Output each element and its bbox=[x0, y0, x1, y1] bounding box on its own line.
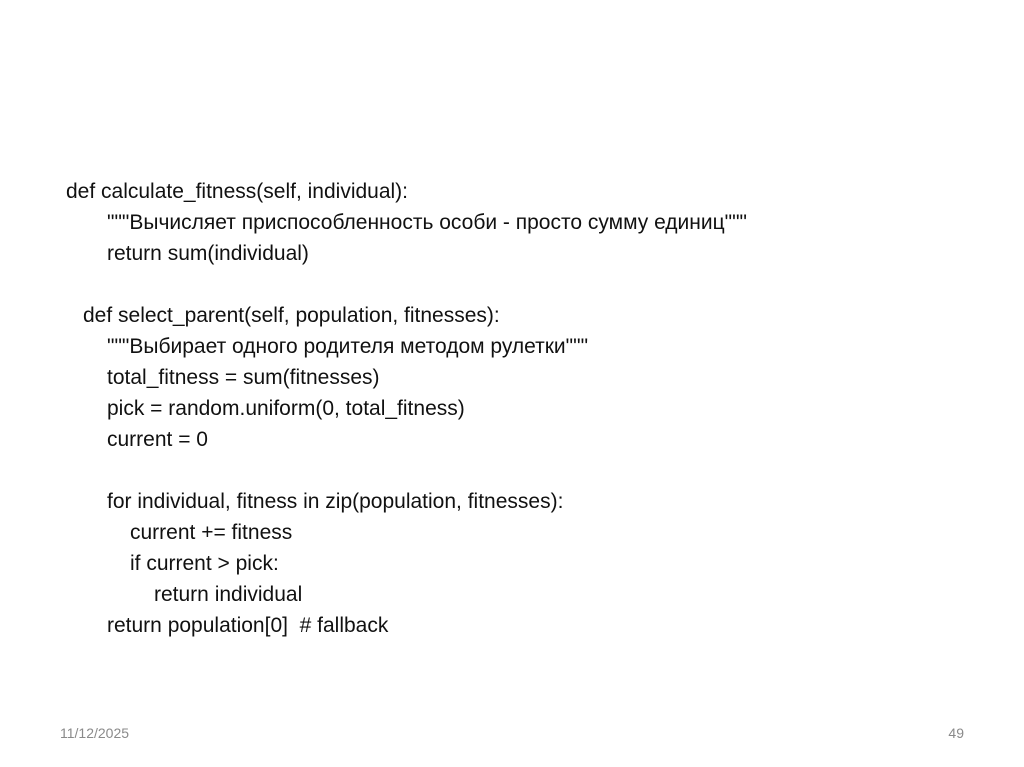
code-blank-line bbox=[66, 269, 966, 300]
code-line-return-individual: return individual bbox=[154, 583, 303, 606]
code-line-if-current: if current > pick: bbox=[130, 552, 279, 575]
code-line-def-select-parent: def select_parent(self, population, fitnesses): bbox=[83, 304, 500, 327]
code-line-pick: pick = random.uniform(0, total_fitness) bbox=[107, 397, 465, 420]
footer-date: 11/12/2025 bbox=[60, 725, 130, 741]
code-line-for-loop: for individual, fitness in zip(population, fitnesses): bbox=[107, 490, 564, 513]
code-line-total-fitness: total_fitness = sum(fitnesses) bbox=[107, 366, 380, 389]
code-line-return-fallback: return population[0] # fallback bbox=[107, 614, 389, 637]
code-line-docstring-fitness: """Вычисляет приспособленность особи - просто сумму единиц""" bbox=[107, 211, 747, 234]
code-blank-line bbox=[66, 455, 966, 486]
code-line-current-add: current += fitness bbox=[130, 521, 293, 544]
code-block bbox=[66, 176, 966, 641]
code-line-docstring-select: """Выбирает одного родителя методом рулетки""" bbox=[107, 335, 589, 358]
code-line-current-init: current = 0 bbox=[107, 428, 208, 451]
code-line-def-calculate-fitness: def calculate_fitness(self, individual): bbox=[66, 180, 409, 203]
footer-page-number: 49 bbox=[948, 725, 964, 741]
code-line-return-sum: return sum(individual) bbox=[107, 242, 309, 265]
